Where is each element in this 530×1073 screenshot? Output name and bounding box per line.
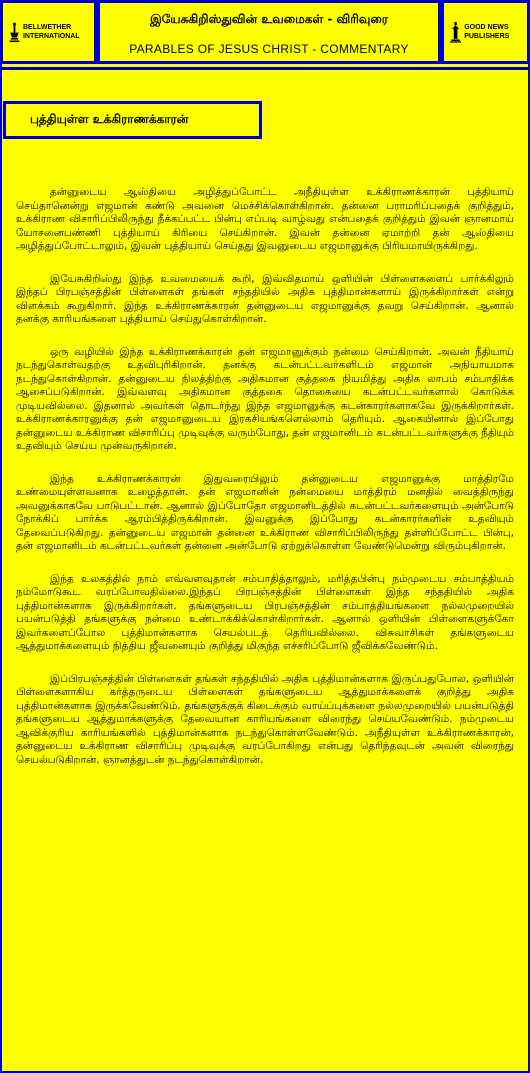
good-news-logo-icon — [450, 15, 461, 49]
bellwether-logo-text: BELLWETHER INTERNATIONAL — [22, 24, 80, 40]
header-divider — [0, 67, 530, 70]
paragraph: இயேசுகிறிஸ்து இந்த உவமையைக் கூறி, இவ்விதமாய் ஒளியின் பிள்ளைகளைப் பார்க்கிலும் இந்தப் பிரபஞ்சத்தின் பிள்ளைகள் தங்கள் சந்ததியில் அதிக புத்திமான்களாய் இருக்கிறார்கள் என்று விளக்கம் கூறுகிறார். இந்த உக்கிராணக்காரன் தன்னுடைய எஜமானுக்கு தவறு செய்கிறான். ஆனால் தனக்கு காரியங்களை புத்தியாய் செய்துகொள்கிறான். — [16, 272, 514, 325]
paragraph: இந்த உலகத்தில் நாம் எவ்வளவுதான் சம்பாதித்தாலும், மரித்தபின்பு நம்முடைய சம்பாத்தியம் நம்மோடுகூட வரப்போவதில்லை.இந்தப் பிரபஞ்சத்தின் பிள்ளைகள் இந்த சந்ததியில் அதிக புத்திமான்களாக இருக்கிறார்கள். தங்களுடைய பிரபஞ்சத்தின் சம்பாத்தியங்களை நல்லமுறையில் பயன்படுத்தி தங்களுக்கு நன்மை உண்டாக்கிக்கொள்கிறார்கள். ஆனால் ஒளியின் பிள்ளைகளுக்கோ இவர்களைப்போல புத்திமான்களாக செயல்படத் தெரியவில்லை. விசுவாசிகள் தங்களுடைய ஆத்துமாக்களையும் நித்திய ஜீவனையும் குறித்து மிகுந்த எச்சரிப்போடு ஜீவிக்கவேண்டும். — [16, 572, 514, 652]
paragraph: இந்த உக்கிராணக்காரன் இதுவரையிலும் தன்னுடைய எஜமானுக்கு மாத்திரமே உண்மையுள்ளவனாக உழைத்தான். தன் எஜமானின் நன்மையை மாத்திரம் மனதில் வைத்திருந்து அவனுக்காகவே பாடுபட்டான். ஆனால் இப்போதோ எஜமானிடத்தில் கடன்பட்டவர்களையும் அன்போடு நோக்கிப் பார்க்க ஆரம்பித்திருக்கிறான். இவனுக்கு இப்போது கடன்காரர்களின் உதவியும் தேவைப்படுகிறது. தன்னுடைய எஜமான் தன்னை உக்கிராண விசாரிப்பிலிருந்து தள்ளிப்போட்ட பின்பு, தன் எஜமானிடம் கடன்பட்டவர்கள் தன்னை அன்போடு ஏற்றுக்கொள்ள வேண்டுமென்று விரும்புகிறான். — [16, 472, 514, 552]
commentary-body — [16, 186, 514, 786]
paragraph: தன்னுடைய ஆஸ்தியை அழித்துப்போட்ட அநீதியுள்ள உக்கிராணக்காரன் புத்தியாய் செய்தானென்று எஜமான் கண்டு அவனை மெச்சிக்கொள்கிறான். தன்னை பராமரிப்பதைக் குறித்தும், உக்கிராண விசாரிப்பிலிருந்து நீக்கப்பட்ட பின்பு எப்படி வாழ்வது என்பதைக் குறித்தும் இவன் ஞானமாய் யோசனைபண்ணி புத்தியாய் கிரியை செய்கிறான். இவன் தன்னை ஏமாற்றி தன் ஆஸ்தியை அழித்துப்போட்டாலும், இவன் புத்தியாய் செய்தது இவனுடைய எஜமானுக்கு பிரியமாயிருக்கிறது. — [16, 186, 514, 252]
header-title-tamil: இயேசுகிறிஸ்துவின் உவமைகள் - விரிவுரை — [150, 12, 388, 26]
good-news-logo-text: GOOD NEWS PUBLISHERS — [464, 24, 510, 40]
bellwether-logo-icon — [9, 15, 20, 49]
publisher-logo-right — [441, 0, 530, 64]
publisher-logo-left — [0, 0, 97, 64]
header-title-box — [97, 0, 441, 64]
section-title: புத்தியுள்ள உக்கிராணக்காரன் — [3, 101, 262, 139]
header-title-english: PARABLES OF JESUS CHRIST - COMMENTARY — [129, 42, 409, 56]
paragraph: ஒரு வழியில் இந்த உக்கிராணக்காரன் தன் எஜமானுக்கும் நன்மை செய்கிறான். அவன் நீதியாய் நடந்துகொள்வதற்கு உதவிபுரிகிறான். தனக்கு கடன்பட்டவர்களிடம் எஜமான் அநியாயமாக நடந்துகொள்கிறான். தன்னுடைய நிலத்திற்கு அதிகமான குத்தகை நியமித்து அதிக லாபம் சம்பாதிக்க ஆசைப்படுகிறான். இவ்வளவு அதிகமான குத்தகை தொகையை கடன்பட்டவர்களால் கொடுக்க முடியவில்லை. இதனால் அவர்கள் தொடர்ந்து இந்த எஜமானுக்கு கடன்காரர்களாகவே இருக்கிறார்கள். உக்கிராணக்காரனுக்கு தன் எஜமானுடைய இரகசியங்களெல்லாம் தெரியும். ஆகையினால் இப்போது தன்னுடைய உக்கிராண விசாரிப்பு முடிவுக்கு வரும்போது, தன் எஜமானிடம் கடன்பட்டவர்களுக்கு நீதியும் உதவியும் செய்ய முன்வருகிறான். — [16, 345, 514, 452]
paragraph: இப்பிரபஞ்சத்தின் பிள்ளைகள் தங்கள் சந்ததியில் அதிக புத்திமான்களாக இருப்பதுபோல, ஒளியின் பிள்ளைகளாகிய கர்த்தருடைய பிள்ளைகள் தங்களுடைய ஆத்துமாக்களைக் குறித்து அதிக புத்திமான்களாக இருக்கவேண்டும். தங்களுக்குக் கிடைக்கும் வாய்ப்புக்களை நல்லமுறையில் பயன்படுத்தி தங்களுடைய ஆத்துமாக்களுக்கு தேவையான காரியங்களை விரைந்து செய்யவேண்டும். நம்முடைய ஆவிக்குரிய காரியங்களில் புத்திமான்களாக நடந்துகொள்ளவேண்டும். அநீதியுள்ள உக்கிராணக்காரன், தன்னுடைய உக்கிராண விசாரிப்பு முடிவுக்கு வரப்போகிறது என்பது தெரிந்தவுடன் அவன் விரைந்து செயல்படுகிறான். ஞானத்துடன் நடந்துகொள்கிறான். — [16, 672, 514, 766]
